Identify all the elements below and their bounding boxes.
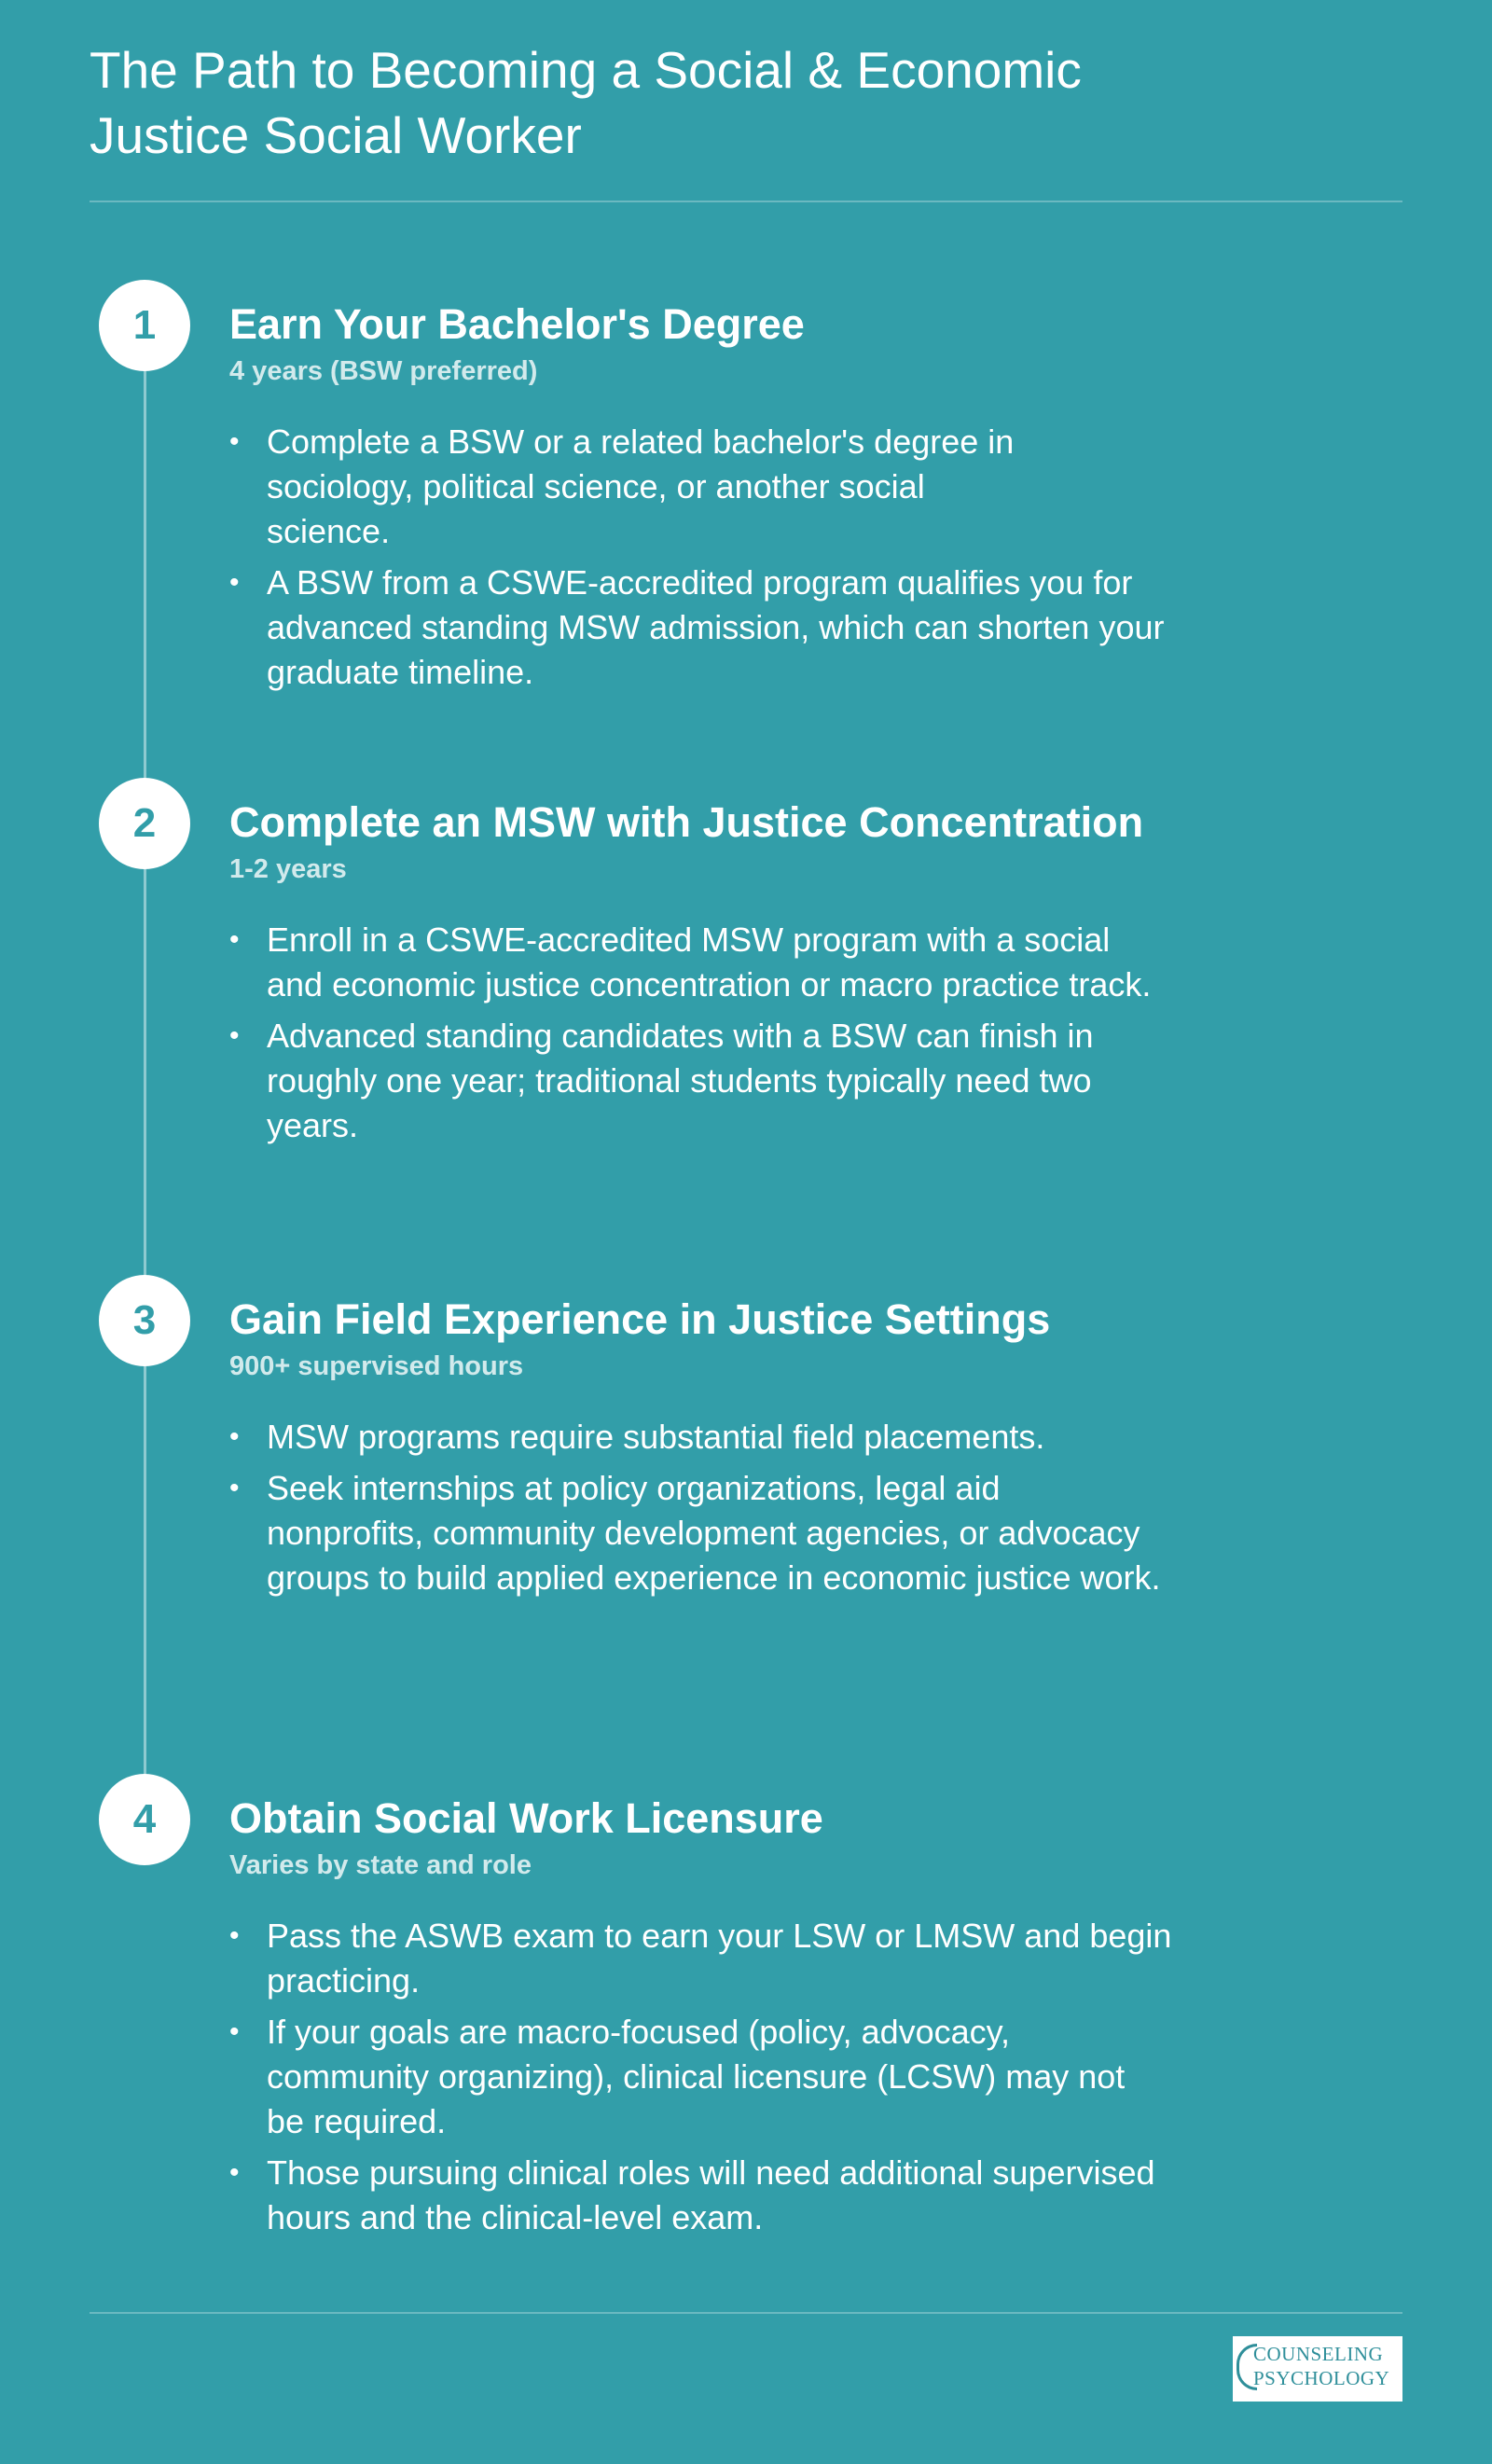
step-title: Gain Field Experience in Justice Settings	[229, 1295, 1051, 1343]
step-bullet: • Advanced standing candidates with a BSW can finish in roughly one year; traditional students typically need two years.	[229, 1014, 1162, 1148]
counseling-psychology-logo[interactable]	[1233, 2336, 1402, 2402]
step-bullet: • If your goals are macro-focused (policy, advocacy, community organizing), clinical licensure (LCSW) may not be required.	[229, 2010, 1162, 2144]
step-bullet: • MSW programs require substantial field placements.	[229, 1415, 1162, 1460]
step-bullet: • Enroll in a CSWE-accredited MSW program with a social and economic justice concentration or macro practice track.	[229, 918, 1162, 1007]
footer-divider	[90, 2312, 1402, 2314]
timeline-line	[144, 326, 146, 1819]
step-bullet: • Complete a BSW or a related bachelor's degree in sociology, political science, or another social science.	[229, 420, 1031, 554]
header-divider	[90, 201, 1402, 202]
step-duration: 900+ supervised hours	[229, 1351, 524, 1381]
step-bullet: • Seek internships at policy organizations, legal aid nonprofits, community development agencies, or advocacy groups to build applied experience in economic justice work.	[229, 1466, 1162, 1600]
logo-text-line2: PSYCHOLOGY	[1253, 2367, 1390, 2389]
page-title: The Path to Becoming a Social & Economic Justice Social Worker	[90, 41, 1082, 164]
head-profile-icon	[1236, 2344, 1257, 2390]
step-bullet: • Pass the ASWB exam to earn your LSW or LMSW and begin practicing.	[229, 1914, 1236, 2003]
step-duration: Varies by state and role	[229, 1850, 532, 1880]
step-bullet: • Those pursuing clinical roles will need additional supervised hours and the clinical-level exam.	[229, 2151, 1162, 2240]
step-duration: 4 years (BSW preferred)	[229, 356, 538, 386]
step-duration: 1-2 years	[229, 854, 347, 884]
logo-text-line1: COUNSELING	[1253, 2343, 1384, 2365]
step-bullet-list	[229, 918, 1162, 1155]
step-bullet-list	[229, 1914, 1172, 2247]
step-number-badge: 1	[99, 280, 190, 371]
step-number-badge: 3	[99, 1275, 190, 1366]
step-bullet-list	[229, 1415, 1162, 1607]
step-number-badge: 4	[99, 1774, 190, 1865]
step-number-badge: 2	[99, 778, 190, 869]
step-title: Complete an MSW with Justice Concentration	[229, 798, 1144, 846]
step-title: Obtain Social Work Licensure	[229, 1794, 823, 1842]
step-bullet-list	[229, 420, 1165, 701]
step-bullet: • A BSW from a CSWE-accredited program qualifies you for advanced standing MSW admission, which can shorten your graduate timeline.	[229, 561, 1218, 695]
step-title: Earn Your Bachelor's Degree	[229, 300, 805, 348]
